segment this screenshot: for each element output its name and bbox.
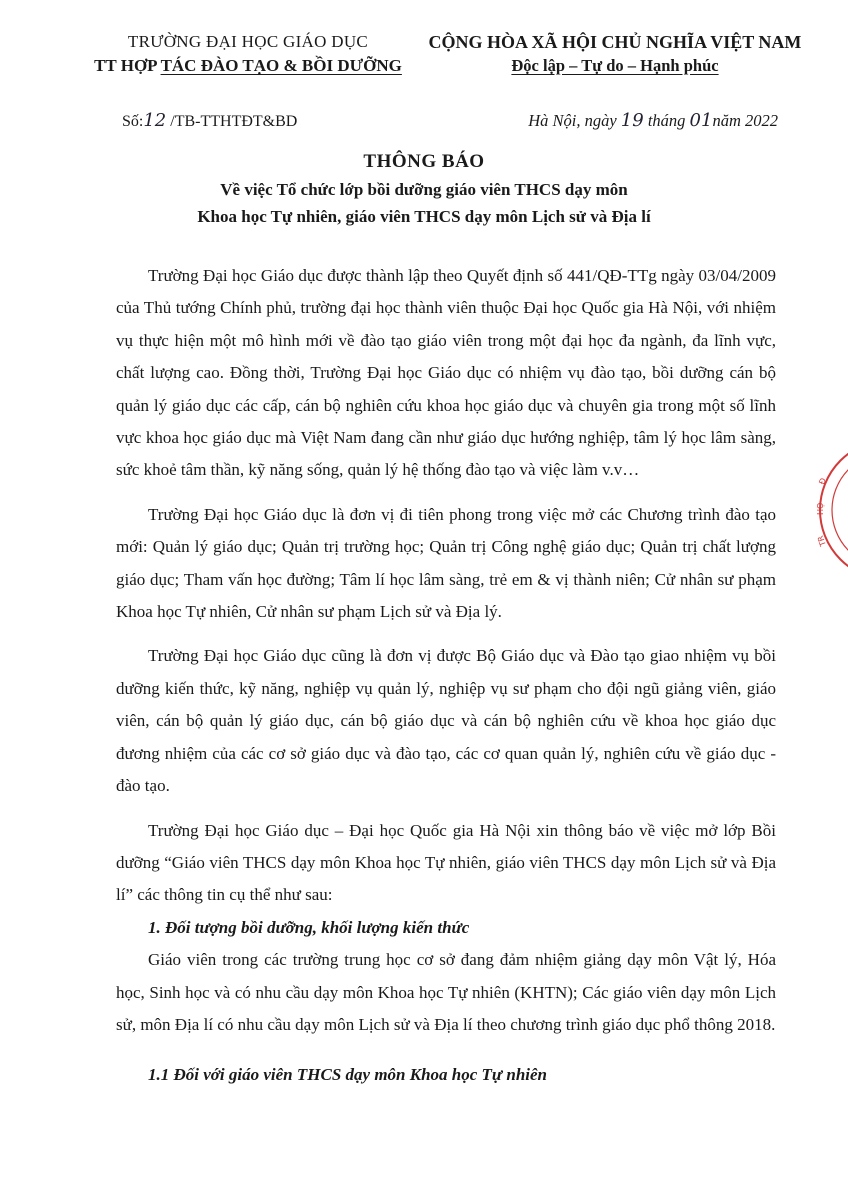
red-seal-fragment: [812, 445, 848, 575]
unit-underlined: TÁC ĐÀO TẠO & BỒI DƯỠNG: [160, 56, 402, 75]
document-number: [122, 110, 297, 131]
motto-text: Độc lập – Tự do – Hạnh phúc: [511, 56, 719, 75]
paragraph-intro: Trường Đại học Giáo dục được thành lập theo Quyết định số 441/QĐ-TTg ngày 03/04/2009 của Thủ tướng Chính phủ, trường đại học thành viên thuộc Đại học Quốc gia Hà Nội, với nhiệm vụ thực hiện một mô hình mới về đào tạo giáo viên trong một đại học đa ngành, đa lĩnh vực, chất lượng cao. Đồng thời, Trường Đại học Giáo dục có nhiệm vụ đào tạo, bồi dưỡng cán bộ quản lý giáo dục các cấp, cán bộ nghiên cứu khoa học giáo dục và chuyên gia trong một số lĩnh vực khoa học giáo dục mà Việt Nam đang cần như giáo dục hướng nghiệp, tâm lý học lâm sàng, sức khoẻ tâm thần, kỹ năng sống, quản lý hệ thống đào tạo và việc làm v.v…: [116, 266, 776, 480]
section-heading-1: 1. Đối tượng bồi dưỡng, khối lượng kiến thức: [148, 917, 470, 937]
unit-prefix: TT HỢP: [94, 56, 161, 75]
docno-handwritten: 12: [143, 110, 167, 131]
national-header: [410, 30, 820, 78]
svg-text:HỌ: HỌ: [816, 502, 825, 515]
docno-suffix: /TB-TTHTĐT&BD: [166, 113, 298, 130]
section-heading-1-1: 1.1 Đối với giáo viên THCS dạy môn Khoa học Tự nhiên: [148, 1065, 548, 1085]
nation-title: CỘNG HÒA XÃ HỘI CHỦ NGHĨA VIỆT NAM: [428, 32, 802, 52]
subject-line-1: Về việc Tổ chức lớp bồi dưỡng giáo viên THCS dạy môn: [220, 180, 628, 199]
issuing-organization: [58, 30, 438, 78]
svg-text:Đ: Đ: [817, 476, 829, 486]
date-day: 19: [620, 110, 644, 131]
date-line: [528, 110, 778, 131]
document-title: THÔNG BÁO: [363, 151, 485, 172]
date-month-label: tháng: [643, 111, 690, 130]
document-body: [116, 260, 776, 1092]
org-name: TRƯỜNG ĐẠI HỌC GIÁO DỤC: [127, 32, 369, 51]
unit-name: [58, 54, 438, 78]
docno-prefix: Số:: [122, 113, 144, 130]
svg-text:TR: TR: [815, 534, 828, 548]
paragraph-programs: Trường Đại học Giáo dục là đơn vị đi tiên phong trong việc mở các Chương trình đào tạo mới: Quản lý giáo dục; Quản trị trường học; Quản trị Công nghệ giáo dục; Quản trị chất lượng giáo dục; Tham vấn học đường; Tâm lí học lâm sàng, trẻ em & vị thành niên; Cử nhân sư phạm Khoa học Tự nhiên, Cử nhân sư phạm Lịch sử và Địa lý.: [116, 504, 776, 622]
paragraph-participants: Giáo viên trong các trường trung học cơ sở đang đảm nhiệm giảng dạy môn Vật lý, Hóa học, Sinh học và có nhu cầu dạy môn Khoa học Tự nhiên (KHTN); Các giáo viên dạy môn Lịch sử, môn Địa lí có nhu cầu dạy môn Lịch sử và Địa lí theo chương trình giáo dục phổ thông 2018.: [116, 950, 776, 1034]
paragraph-announcement: Trường Đại học Giáo dục – Đại học Quốc gia Hà Nội xin thông báo về việc mở lớp Bồi dưỡng “Giáo viên THCS dạy môn Khoa học Tự nhiên, giáo viên THCS dạy môn Lịch sử và Địa lí” các thông tin cụ thể như sau:: [116, 820, 776, 905]
title-block: [60, 148, 788, 230]
paragraph-mandate: Trường Đại học Giáo dục cũng là đơn vị được Bộ Giáo dục và Đào tạo giao nhiệm vụ bồi dưỡng kiến thức, kỹ năng, nghiệp vụ quản lý, nghiệp vụ sư phạm cho đội ngũ giảng viên, giáo viên, cán bộ quản lý giáo dục, cán bộ giáo dục và cán bộ nghiên cứu về khoa học giáo dục đương nhiệm của các cơ sở giáo dục và đào tạo, các cơ quan quản lý, nghiên cứu về giáo dục - đào tạo.: [116, 646, 776, 796]
subject-line-2: Khoa học Tự nhiên, giáo viên THCS dạy môn Lịch sử và Địa lí: [197, 207, 651, 226]
date-year: năm 2022: [712, 111, 778, 130]
motto: [410, 54, 820, 78]
date-month: 01: [689, 110, 713, 131]
date-prefix: Hà Nội, ngày: [528, 111, 621, 130]
